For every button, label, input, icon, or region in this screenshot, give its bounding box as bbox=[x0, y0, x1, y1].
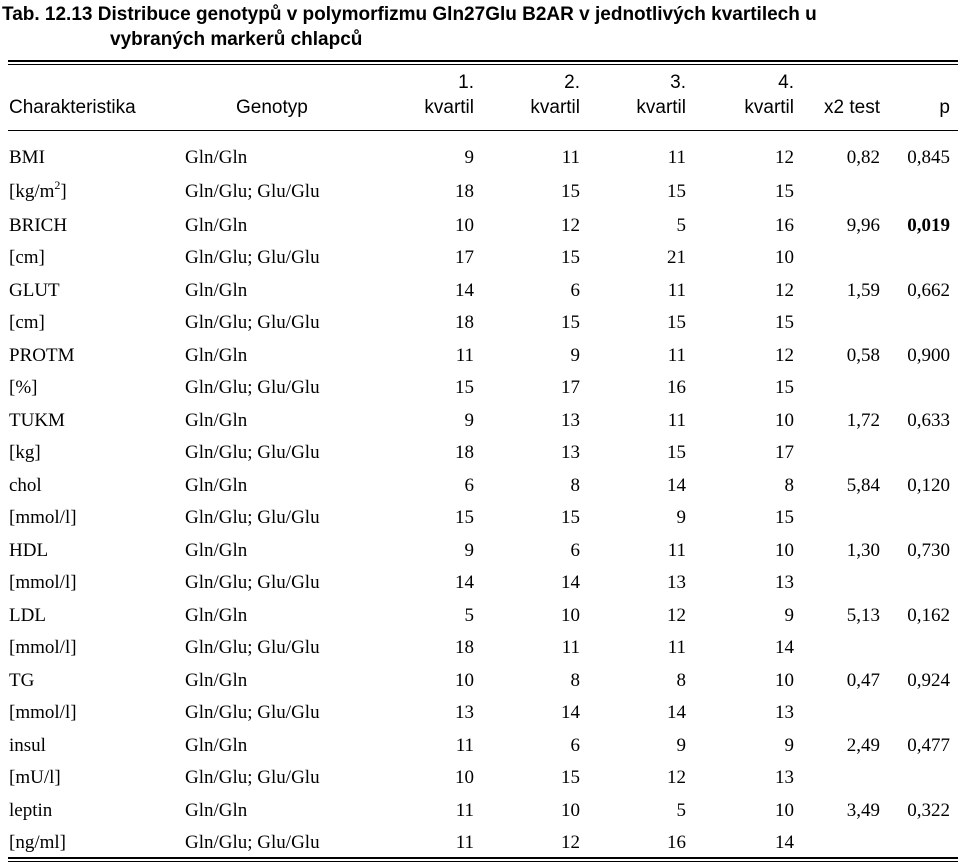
count-gln-gln-q2: 8 bbox=[570, 670, 580, 691]
count-gln-gln-q1: 10 bbox=[455, 215, 474, 236]
marker-unit: [kg] bbox=[9, 442, 41, 463]
count-gln-gln-q3: 8 bbox=[676, 670, 686, 691]
count-gln-gln-q1: 11 bbox=[455, 345, 474, 366]
marker-name: BRICH bbox=[9, 215, 68, 236]
chi2-value: 1,59 bbox=[846, 280, 880, 301]
count-gln-gln-q2: 12 bbox=[561, 215, 580, 236]
count-gln-glu-q3: 9 bbox=[676, 507, 686, 528]
genotype-gln-gln: Gln/Gln bbox=[185, 147, 248, 168]
genotype-gln-gln: Gln/Gln bbox=[185, 735, 248, 756]
count-gln-gln-q2: 6 bbox=[570, 540, 580, 561]
p-value: 0,730 bbox=[907, 540, 950, 561]
marker-unit: [%] bbox=[9, 377, 38, 398]
marker-name: LDL bbox=[9, 605, 46, 626]
chi2-value: 0,47 bbox=[846, 670, 880, 691]
count-gln-glu-q4: 14 bbox=[775, 832, 794, 853]
genotype-gln-gln: Gln/Gln bbox=[185, 540, 248, 561]
count-gln-gln-q1: 9 bbox=[464, 410, 474, 431]
count-gln-gln-q3: 11 bbox=[667, 345, 686, 366]
count-gln-gln-q4: 9 bbox=[784, 735, 794, 756]
marker-unit: [mmol/l] bbox=[9, 702, 77, 723]
count-gln-glu-q4: 15 bbox=[775, 507, 794, 528]
genotype-gln-glu: Gln/Glu; Glu/Glu bbox=[185, 442, 320, 463]
p-value: 0,162 bbox=[907, 605, 950, 626]
header-q2-label: kvartil bbox=[530, 97, 580, 118]
marker-unit: [ng/ml] bbox=[9, 832, 66, 853]
genotype-gln-gln: Gln/Gln bbox=[185, 800, 248, 821]
count-gln-glu-q1: 11 bbox=[455, 832, 474, 853]
count-gln-glu-q1: 14 bbox=[455, 572, 474, 593]
count-gln-gln-q4: 10 bbox=[775, 670, 794, 691]
genotype-gln-glu: Gln/Glu; Glu/Glu bbox=[185, 507, 320, 528]
marker-unit bbox=[9, 177, 67, 204]
header-q4-number: 4. bbox=[778, 72, 794, 93]
count-gln-gln-q2: 6 bbox=[570, 735, 580, 756]
marker-unit: [mmol/l] bbox=[9, 507, 77, 528]
count-gln-glu-q2: 11 bbox=[561, 637, 580, 658]
marker-name: insul bbox=[9, 735, 46, 756]
marker-name: GLUT bbox=[9, 280, 60, 301]
count-gln-glu-q1: 18 bbox=[455, 637, 474, 658]
table-bottom-rule-inner bbox=[8, 861, 958, 862]
marker-unit: [cm] bbox=[9, 247, 45, 268]
marker-unit: [cm] bbox=[9, 312, 45, 333]
count-gln-glu-q2: 15 bbox=[561, 247, 580, 268]
marker-unit: [mU/l] bbox=[9, 767, 61, 788]
header-top-rule bbox=[8, 60, 958, 62]
p-value: 0,845 bbox=[907, 147, 950, 168]
count-gln-gln-q4: 12 bbox=[775, 345, 794, 366]
count-gln-glu-q4: 15 bbox=[775, 181, 794, 202]
table-bottom-rule bbox=[8, 857, 958, 859]
p-value: 0,662 bbox=[907, 280, 950, 301]
count-gln-gln-q4: 10 bbox=[775, 800, 794, 821]
genotype-gln-gln: Gln/Gln bbox=[185, 475, 248, 496]
count-gln-glu-q3: 16 bbox=[667, 377, 686, 398]
chi2-value: 1,72 bbox=[846, 410, 880, 431]
header-bottom-rule bbox=[8, 130, 958, 131]
genotype-gln-glu: Gln/Glu; Glu/Glu bbox=[185, 767, 320, 788]
count-gln-gln-q2: 6 bbox=[570, 280, 580, 301]
marker-unit: [mmol/l] bbox=[9, 637, 77, 658]
genotype-gln-glu: Gln/Glu; Glu/Glu bbox=[185, 247, 320, 268]
count-gln-gln-q4: 10 bbox=[775, 410, 794, 431]
count-gln-gln-q3: 11 bbox=[667, 147, 686, 168]
count-gln-glu-q2: 15 bbox=[561, 181, 580, 202]
genotype-gln-gln: Gln/Gln bbox=[185, 280, 248, 301]
count-gln-gln-q1: 14 bbox=[455, 280, 474, 301]
chi2-value: 0,82 bbox=[846, 147, 880, 168]
count-gln-glu-q2: 15 bbox=[561, 312, 580, 333]
count-gln-glu-q3: 11 bbox=[667, 637, 686, 658]
p-value: 0,477 bbox=[907, 735, 950, 756]
count-gln-glu-q1: 18 bbox=[455, 442, 474, 463]
count-gln-gln-q3: 9 bbox=[676, 735, 686, 756]
count-gln-glu-q4: 17 bbox=[775, 442, 794, 463]
count-gln-gln-q2: 9 bbox=[570, 345, 580, 366]
count-gln-glu-q2: 17 bbox=[561, 377, 580, 398]
count-gln-gln-q3: 11 bbox=[667, 540, 686, 561]
p-value: 0,322 bbox=[907, 800, 950, 821]
marker-name: TG bbox=[9, 670, 35, 691]
genotype-gln-gln: Gln/Gln bbox=[185, 345, 248, 366]
count-gln-gln-q2: 10 bbox=[561, 800, 580, 821]
count-gln-glu-q3: 12 bbox=[667, 767, 686, 788]
count-gln-glu-q4: 13 bbox=[775, 572, 794, 593]
chi2-value: 0,58 bbox=[846, 345, 880, 366]
marker-name: TUKM bbox=[9, 410, 65, 431]
count-gln-glu-q3: 15 bbox=[667, 312, 686, 333]
count-gln-gln-q2: 8 bbox=[570, 475, 580, 496]
genotype-gln-glu: Gln/Glu; Glu/Glu bbox=[185, 312, 320, 333]
genotype-gln-glu: Gln/Glu; Glu/Glu bbox=[185, 637, 320, 658]
table-title-line-1: Tab. 12.13 Distribuce genotypů v polymorfizmu Gln27Glu B2AR v jednotlivých kvartilech u bbox=[2, 4, 817, 25]
count-gln-gln-q1: 11 bbox=[455, 800, 474, 821]
count-gln-gln-q4: 16 bbox=[775, 215, 794, 236]
p-value: 0,019 bbox=[907, 215, 950, 236]
count-gln-glu-q4: 15 bbox=[775, 377, 794, 398]
marker-name: HDL bbox=[9, 540, 49, 561]
marker-name: BMI bbox=[9, 147, 45, 168]
count-gln-glu-q4: 13 bbox=[775, 702, 794, 723]
header-top-rule-inner bbox=[8, 64, 958, 65]
count-gln-glu-q3: 21 bbox=[667, 247, 686, 268]
count-gln-glu-q2: 13 bbox=[561, 442, 580, 463]
count-gln-gln-q2: 13 bbox=[561, 410, 580, 431]
count-gln-gln-q3: 11 bbox=[667, 280, 686, 301]
count-gln-gln-q4: 8 bbox=[784, 475, 794, 496]
genotype-gln-gln: Gln/Gln bbox=[185, 410, 248, 431]
genotype-gln-gln: Gln/Gln bbox=[185, 670, 248, 691]
header-q1-number: 1. bbox=[458, 72, 474, 93]
count-gln-gln-q3: 5 bbox=[676, 800, 686, 821]
header-q2-number: 2. bbox=[564, 72, 580, 93]
count-gln-glu-q1: 17 bbox=[455, 247, 474, 268]
marker-name: PROTM bbox=[9, 345, 75, 366]
header-q4-label: kvartil bbox=[744, 97, 794, 118]
count-gln-glu-q1: 15 bbox=[455, 377, 474, 398]
p-value: 0,900 bbox=[907, 345, 950, 366]
count-gln-glu-q1: 10 bbox=[455, 767, 474, 788]
count-gln-gln-q4: 9 bbox=[784, 605, 794, 626]
count-gln-glu-q2: 12 bbox=[561, 832, 580, 853]
genotype-gln-glu: Gln/Glu; Glu/Glu bbox=[185, 377, 320, 398]
chi2-value: 5,84 bbox=[846, 475, 880, 496]
genotype-gln-gln: Gln/Gln bbox=[185, 605, 248, 626]
chi2-value: 2,49 bbox=[846, 735, 880, 756]
count-gln-gln-q1: 6 bbox=[464, 475, 474, 496]
count-gln-gln-q4: 12 bbox=[775, 280, 794, 301]
chi2-value: 3,49 bbox=[846, 800, 880, 821]
genotype-gln-glu: Gln/Glu; Glu/Glu bbox=[185, 702, 320, 723]
header-p-value: p bbox=[939, 97, 950, 118]
count-gln-glu-q4: 10 bbox=[775, 247, 794, 268]
count-gln-gln-q1: 10 bbox=[455, 670, 474, 691]
count-gln-gln-q3: 14 bbox=[667, 475, 686, 496]
count-gln-glu-q1: 15 bbox=[455, 507, 474, 528]
header-q3-number: 3. bbox=[670, 72, 686, 93]
count-gln-gln-q1: 9 bbox=[464, 147, 474, 168]
table-title bbox=[2, 2, 942, 52]
count-gln-gln-q2: 10 bbox=[561, 605, 580, 626]
count-gln-gln-q1: 11 bbox=[455, 735, 474, 756]
count-gln-glu-q1: 18 bbox=[455, 181, 474, 202]
genotype-gln-glu: Gln/Glu; Glu/Glu bbox=[185, 832, 320, 853]
count-gln-gln-q4: 10 bbox=[775, 540, 794, 561]
count-gln-glu-q3: 13 bbox=[667, 572, 686, 593]
count-gln-glu-q3: 16 bbox=[667, 832, 686, 853]
count-gln-gln-q4: 12 bbox=[775, 147, 794, 168]
count-gln-glu-q3: 14 bbox=[667, 702, 686, 723]
p-value: 0,924 bbox=[907, 670, 950, 691]
count-gln-gln-q3: 5 bbox=[676, 215, 686, 236]
count-gln-gln-q1: 5 bbox=[464, 605, 474, 626]
count-gln-glu-q3: 15 bbox=[667, 442, 686, 463]
count-gln-glu-q4: 13 bbox=[775, 767, 794, 788]
header-genotype: Genotyp bbox=[236, 97, 308, 118]
table-title-line-2: vybraných markerů chlapců bbox=[110, 29, 363, 50]
marker-name: chol bbox=[9, 475, 42, 496]
chi2-value: 9,96 bbox=[846, 215, 880, 236]
count-gln-glu-q4: 15 bbox=[775, 312, 794, 333]
genotype-gln-glu: Gln/Glu; Glu/Glu bbox=[185, 572, 320, 593]
chi2-value: 5,13 bbox=[846, 605, 880, 626]
header-chi2-test: x2 test bbox=[824, 97, 880, 118]
genotype-gln-gln: Gln/Gln bbox=[185, 215, 248, 236]
count-gln-gln-q1: 9 bbox=[464, 540, 474, 561]
count-gln-glu-q2: 14 bbox=[561, 572, 580, 593]
count-gln-glu-q1: 18 bbox=[455, 312, 474, 333]
marker-unit-text: [kg/m bbox=[9, 181, 55, 202]
count-gln-glu-q2: 15 bbox=[561, 767, 580, 788]
chi2-value: 1,30 bbox=[846, 540, 880, 561]
marker-name: leptin bbox=[9, 800, 53, 821]
count-gln-gln-q3: 11 bbox=[667, 410, 686, 431]
count-gln-gln-q2: 11 bbox=[561, 147, 580, 168]
p-value: 0,633 bbox=[907, 410, 950, 431]
count-gln-glu-q2: 15 bbox=[561, 507, 580, 528]
header-characteristic: Charakteristika bbox=[9, 97, 136, 118]
count-gln-glu-q2: 14 bbox=[561, 702, 580, 723]
count-gln-gln-q3: 12 bbox=[667, 605, 686, 626]
marker-unit: [mmol/l] bbox=[9, 572, 77, 593]
count-gln-glu-q4: 14 bbox=[775, 637, 794, 658]
genotype-gln-glu: Gln/Glu; Glu/Glu bbox=[185, 181, 320, 202]
count-gln-glu-q3: 15 bbox=[667, 181, 686, 202]
marker-unit-close: ] bbox=[60, 181, 67, 202]
header-q3-label: kvartil bbox=[636, 97, 686, 118]
marker-unit-exponent: 2 bbox=[54, 177, 61, 192]
p-value: 0,120 bbox=[907, 475, 950, 496]
count-gln-glu-q1: 13 bbox=[455, 702, 474, 723]
header-q1-label: kvartil bbox=[424, 97, 474, 118]
